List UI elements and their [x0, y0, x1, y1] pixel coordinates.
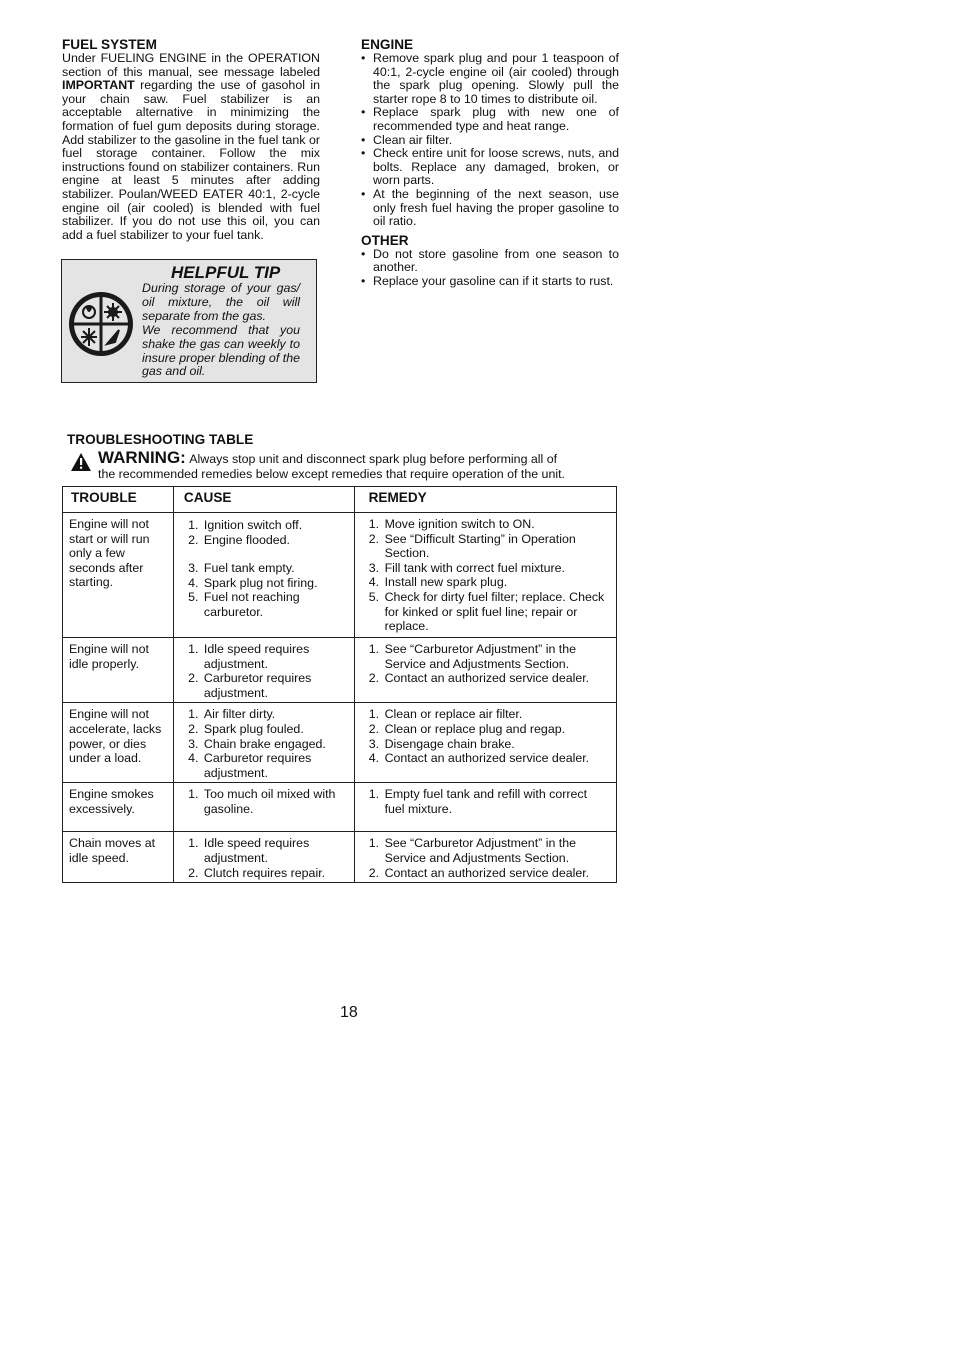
remedy-item: 2. See “Difficult Starting” in Operation Section. [383, 532, 610, 561]
warning-triangle-icon [70, 452, 92, 472]
cause-item: 2. Spark plug fouled. [202, 722, 348, 737]
table-row [63, 832, 617, 883]
remedy-item: 3. Disengage chain brake. [383, 737, 610, 752]
header-remedy: REMEDY [354, 487, 616, 513]
remedy-item: 1. Move ignition switch to ON. [383, 517, 610, 532]
fuel-system-heading: FUEL SYSTEM [62, 37, 157, 52]
seasons-icon [67, 290, 135, 358]
other-heading: OTHER [361, 232, 409, 248]
warning-label: WARNING: [98, 448, 186, 467]
remedy-item: 1. Clean or replace air filter. [383, 707, 610, 722]
cause-item: 4. Spark plug not firing. [202, 576, 348, 591]
warning-text-2: the recommended remedies below except remedies that require operation of the unit. [98, 467, 565, 481]
engine-heading: ENGINE [361, 37, 414, 52]
trouble-cell: Engine will not idle properly. [63, 638, 174, 703]
remedy-item: 2. Clean or replace plug and regap. [383, 722, 610, 737]
remedy-cell [354, 783, 616, 832]
cause-cell [173, 638, 354, 703]
table-row [63, 513, 617, 638]
remedy-item: 1. See “Carburetor Adjustment” in the Service and Adjustments Section. [383, 642, 610, 671]
remedy-item: 2. Contact an authorized service dealer. [383, 671, 610, 686]
cause-item: 3. Fuel tank empty. [202, 561, 348, 576]
remedy-item: 5. Check for dirty fuel filter; replace. Check for kinked or split fuel line; repair or replace. [383, 590, 610, 634]
cause-item: 1. Air filter dirty. [202, 707, 348, 722]
other-list [361, 248, 619, 289]
cause-item: 1. Ignition switch off. [202, 518, 348, 533]
trouble-cell: Chain moves at idle speed. [63, 832, 174, 883]
engine-item: • Clean air filter. [361, 134, 619, 148]
remedy-cell [354, 832, 616, 883]
other-item: • Do not store gasoline from one season to another. [361, 248, 619, 275]
remedy-cell [354, 638, 616, 703]
other-item: • Replace your gasoline can if it starts to rust. [361, 275, 619, 289]
cause-item: 2. Carburetor requires adjustment. [202, 671, 348, 700]
cause-item: 1. Too much oil mixed with gasoline. [202, 787, 348, 816]
engine-item: • Check entire unit for loose screws, nuts, and bolts. Replace any damaged, broken, or worn parts. [361, 147, 619, 188]
cause-cell [173, 783, 354, 832]
cause-cell [173, 832, 354, 883]
engine-item: • Remove spark plug and pour 1 teaspoon of 40:1, 2-cycle engine oil (air cooled) through the spark plug opening. Slowly pull the starter rope 8 to 10 times to distribute oil. [361, 52, 619, 106]
engine-item: • Replace spark plug with new one of recommended type and heat range. [361, 106, 619, 133]
helpful-tip-para-1: During storage of your gas/ oil mixture, the oil will separate from the gas. [142, 281, 300, 323]
header-cause: CAUSE [173, 487, 354, 513]
engine-list [361, 52, 619, 229]
remedy-item: 1. Empty fuel tank and refill with correct fuel mixture. [383, 787, 610, 816]
header-trouble: TROUBLE [63, 487, 174, 513]
cause-item: 5. Fuel not reaching carburetor. [202, 590, 348, 619]
warning-text-1: Always stop unit and disconnect spark plug before performing all of [189, 452, 558, 466]
trouble-cell: Engine smokes excessively. [63, 783, 174, 832]
helpful-tip-title: HELPFUL TIP [171, 263, 281, 282]
cause-item: 2. Engine flooded. [202, 533, 348, 548]
trouble-cell: Engine will not accelerate, lacks power, or dies under a load. [63, 703, 174, 783]
fuel-system-text: Under FUELING ENGINE in the OPERATION section of this manual, see message labeled IMPORTANT regarding the use of gasohol in your chain saw. Fuel stabilizer is an acceptable alternative in minimizing the formation of fuel gum deposits during storage. Add stabilizer to the gasoline in the fuel tank or fuel storage container. Follow the mix instructions found on stabilizer containers. Run engine at least 5 minutes after adding stabilizer. Poulan/WEED EATER 40:1, 2-cycle engine oil (air cooled) is blended with fuel stabilizer. If you do not use this oil, you can add a fuel stabilizer to your fuel tank. [62, 51, 320, 242]
cause-cell [173, 703, 354, 783]
cause-item: 3. Chain brake engaged. [202, 737, 348, 752]
page-number: 18 [340, 1004, 358, 1021]
remedy-item: 4. Install new spark plug. [383, 575, 610, 590]
remedy-cell [354, 513, 616, 638]
table-row [63, 638, 617, 703]
table-row [63, 783, 617, 832]
cause-item: 1. Idle speed requires adjustment. [202, 836, 348, 865]
table-header-row [63, 487, 617, 513]
table-row [63, 703, 617, 783]
troubleshooting-table [62, 486, 617, 883]
troubleshooting-title: TROUBLESHOOTING TABLE [67, 432, 254, 447]
remedy-item: 3. Fill tank with correct fuel mixture. [383, 561, 610, 576]
cause-item: 4. Carburetor requires adjustment. [202, 751, 348, 780]
remedy-item: 4. Contact an authorized service dealer. [383, 751, 610, 766]
helpful-tip-text [142, 282, 300, 379]
trouble-cell: Engine will not start or will run only a few seconds after starting. [63, 513, 174, 638]
helpful-tip-box [61, 259, 317, 383]
remedy-item: 2. Contact an authorized service dealer. [383, 866, 610, 881]
cause-item: 2. Clutch requires repair. [202, 866, 348, 881]
remedy-cell [354, 703, 616, 783]
remedy-item: 1. See “Carburetor Adjustment” in the Service and Adjustments Section. [383, 836, 610, 865]
fuel-system-section [62, 37, 320, 242]
cause-cell [173, 513, 354, 638]
engine-item: • At the beginning of the next season, use only fresh fuel having the proper gasoline to oil ratio. [361, 188, 619, 229]
engine-section [361, 37, 619, 289]
cause-item: 1. Idle speed requires adjustment. [202, 642, 348, 671]
helpful-tip-para-2: We recommend that you shake the gas can weekly to insure proper blending of the gas and oil. [142, 322, 300, 379]
